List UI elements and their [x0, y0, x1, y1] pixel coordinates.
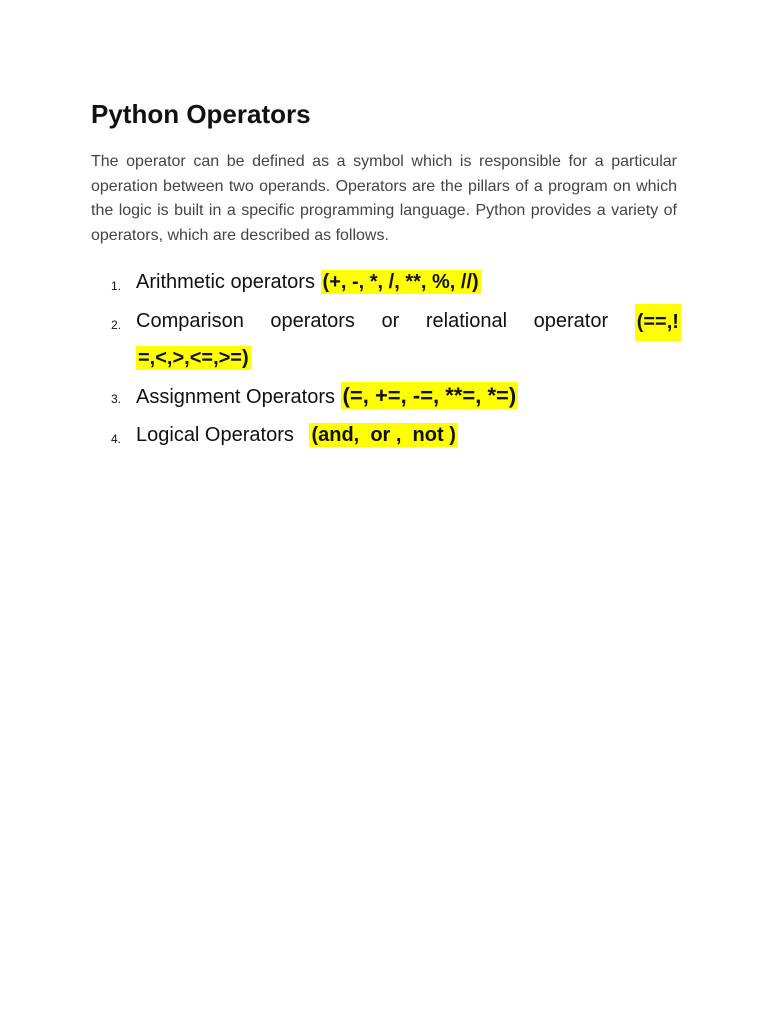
list-item-body	[136, 304, 681, 376]
list-number: 3.	[111, 392, 122, 406]
label-word: Comparison	[136, 310, 244, 332]
list-number: 2.	[111, 318, 122, 332]
list-item-body	[136, 418, 681, 453]
operator-category-label: Assignment Operators	[136, 386, 335, 408]
operator-symbols: (+, -, *, /, **, %, //)	[322, 271, 479, 293]
list-number: 1.	[111, 279, 122, 293]
intro-paragraph: The operator can be defined as a symbol which is responsible for a particular operation between two operands. Operators are the pillars of a program on which the logic is built in a specific programming language. Python provides a variety of operators, which are described as follows.	[91, 153, 677, 244]
label-word: or	[381, 310, 400, 332]
operator-symbols: (and, or , not )	[311, 424, 456, 446]
label-word: operators	[270, 310, 355, 332]
comparison-first-line	[136, 304, 681, 341]
comparison-second-line	[136, 341, 681, 376]
list-item-body	[136, 265, 681, 300]
operator-symbols-continued: =,<,>,<=,>=)	[138, 347, 249, 369]
list-number: 4.	[111, 432, 122, 446]
page-title: Python Operators	[91, 99, 311, 129]
list-item-body	[136, 378, 681, 415]
operator-symbols: (==,!	[635, 304, 681, 341]
operator-category-label: Arithmetic operators	[136, 271, 315, 293]
operator-category-label: Logical Operators	[136, 424, 294, 446]
label-word: operator	[533, 310, 609, 332]
operator-symbols: (=, +=, -=, **=, *=)	[342, 383, 517, 408]
label-word: relational	[425, 310, 508, 332]
